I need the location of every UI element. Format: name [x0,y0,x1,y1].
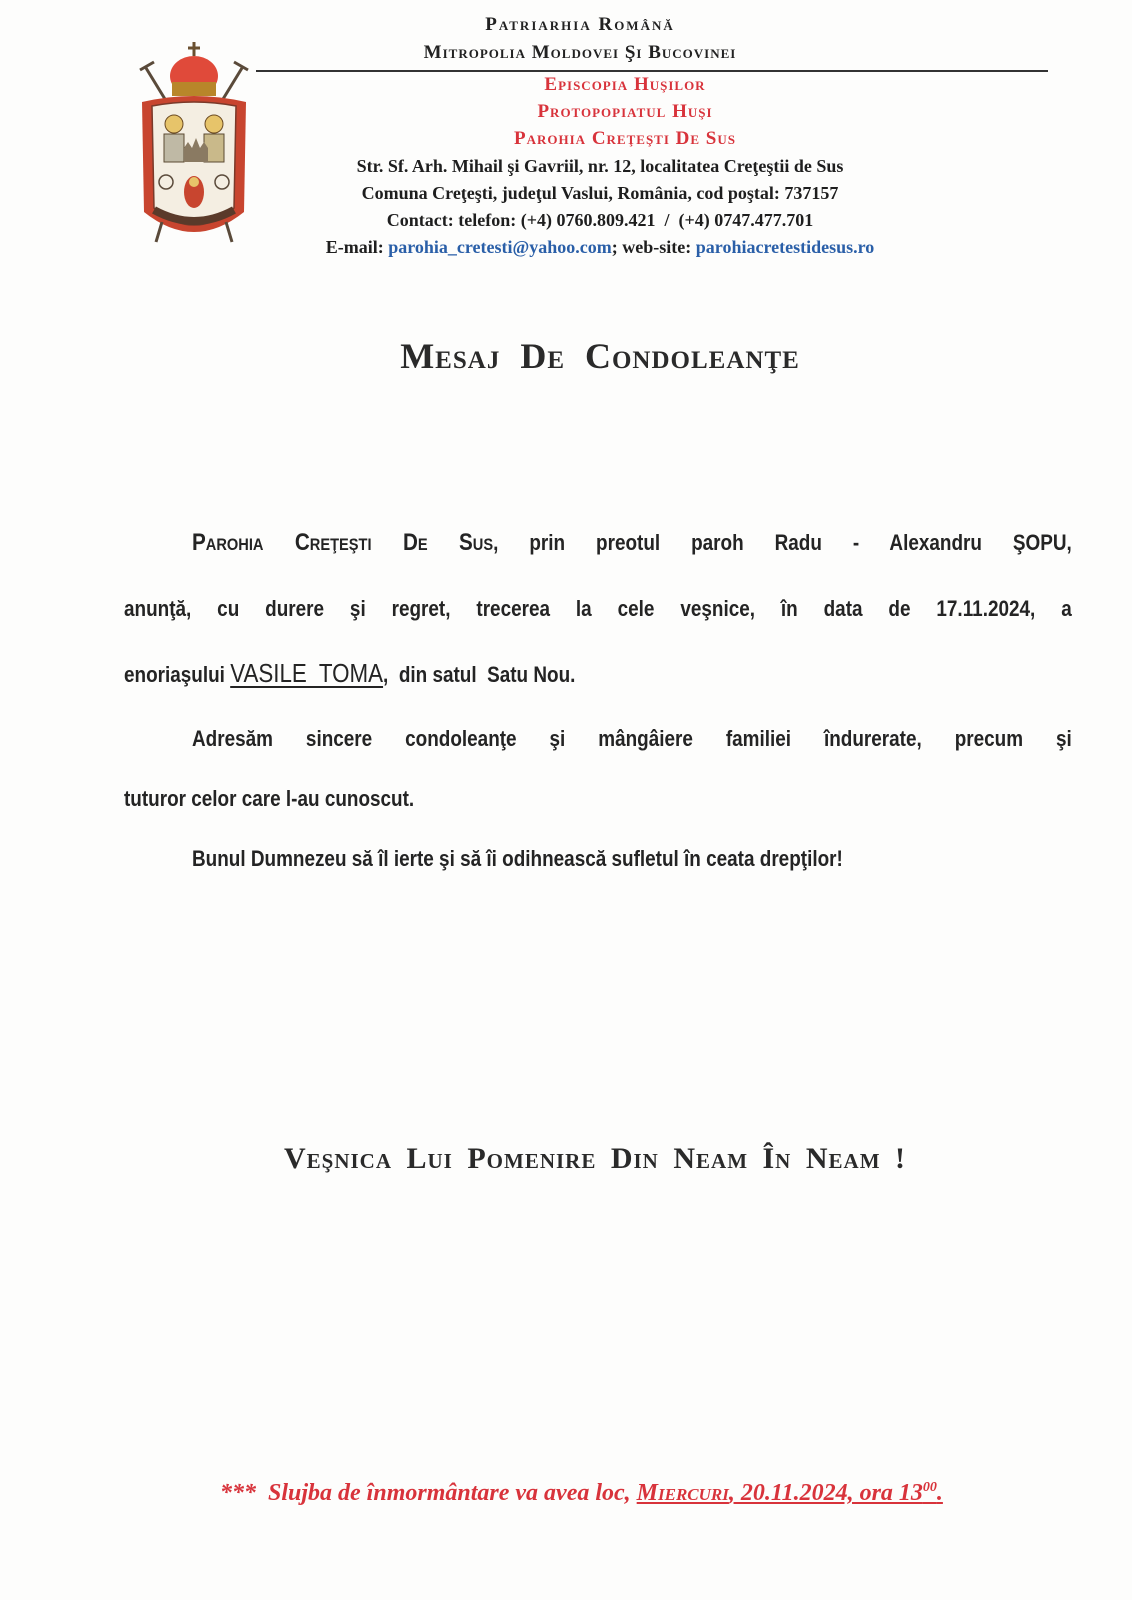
service-day: Miercuri [636,1480,729,1506]
service-minutes: 00 [922,1480,937,1495]
email-link[interactable]: parohia_cretesti@yahoo.com [388,237,612,257]
service-end: . [936,1480,943,1506]
service-date: , 20.11.2024, ora 13 [728,1480,923,1506]
priest-reference: , prin preotul paroh Radu - Alexandru ŞOPU, [493,530,1072,555]
website-link[interactable]: parohiacretestidesus.ro [695,237,875,257]
email-web-line [270,237,930,258]
address-line: Str. Sf. Arh. Mihail şi Gavriil, nr. 12, localitatea Creţeştii de Sus [356,156,844,176]
deceased-name: VASILE TOMA [230,658,384,688]
diocese-name: Episcopia Huşilor [544,74,706,95]
parish-reference: Parohia Creţeşti De Sus [192,529,494,556]
patriarchate-name: Patriarhia Română [485,14,675,35]
eternal-memory-message: Veşnica Lui Pomenire Din Neam În Neam ! [283,1142,906,1175]
separator: ; [611,237,618,257]
village-reference: , din satul Satu Nou. [383,662,576,687]
parish-name: Parohia Creţeşti De Sus [514,128,736,149]
paragraph-1 [192,529,1072,557]
page-title: Mesaj De Condoleanţe [400,336,800,376]
parishioner-label: enoriaşului [124,662,231,687]
contact-line: Contact: telefon: (+4) 0760.809.421 / (+4) 0747.477.701 [386,210,814,230]
coat-of-arms-icon [132,42,256,246]
paragraph-2: Adresăm sincere condoleanţe şi mângâiere familiei îndurerate, precum şi [192,726,1072,751]
header-divider [256,70,1048,72]
website-label: web-site: [622,237,692,257]
protopopiat-name: Protopopiatul Huşi [537,101,713,122]
stars: *** [220,1480,256,1506]
service-datetime [637,1480,943,1506]
metropolis-name: Mitropolia Moldovei Şi Bucovinei [423,42,737,63]
paragraph-2-line-2: tuturor celor care l-au cunoscut. [124,786,415,811]
paragraph-3: Bunul Dumnezeu să îl ierte şi să îi odihnească sufletul în ceata drepţilor! [192,846,843,871]
paragraph-1-line-3 [124,658,1004,689]
commune-line: Comuna Creţeşti, judeţul Vaslui, România, cod poştal: 737157 [361,183,839,203]
service-text: Slujba de înmormântare va avea loc, [268,1480,637,1506]
paragraph-1-line-2: anunţă, cu durere şi regret, trecerea la cele veşnice, în data de 17.11.2024, a [124,596,1072,621]
email-label: E-mail: [325,237,384,257]
funeral-service-notice [220,1480,1060,1507]
